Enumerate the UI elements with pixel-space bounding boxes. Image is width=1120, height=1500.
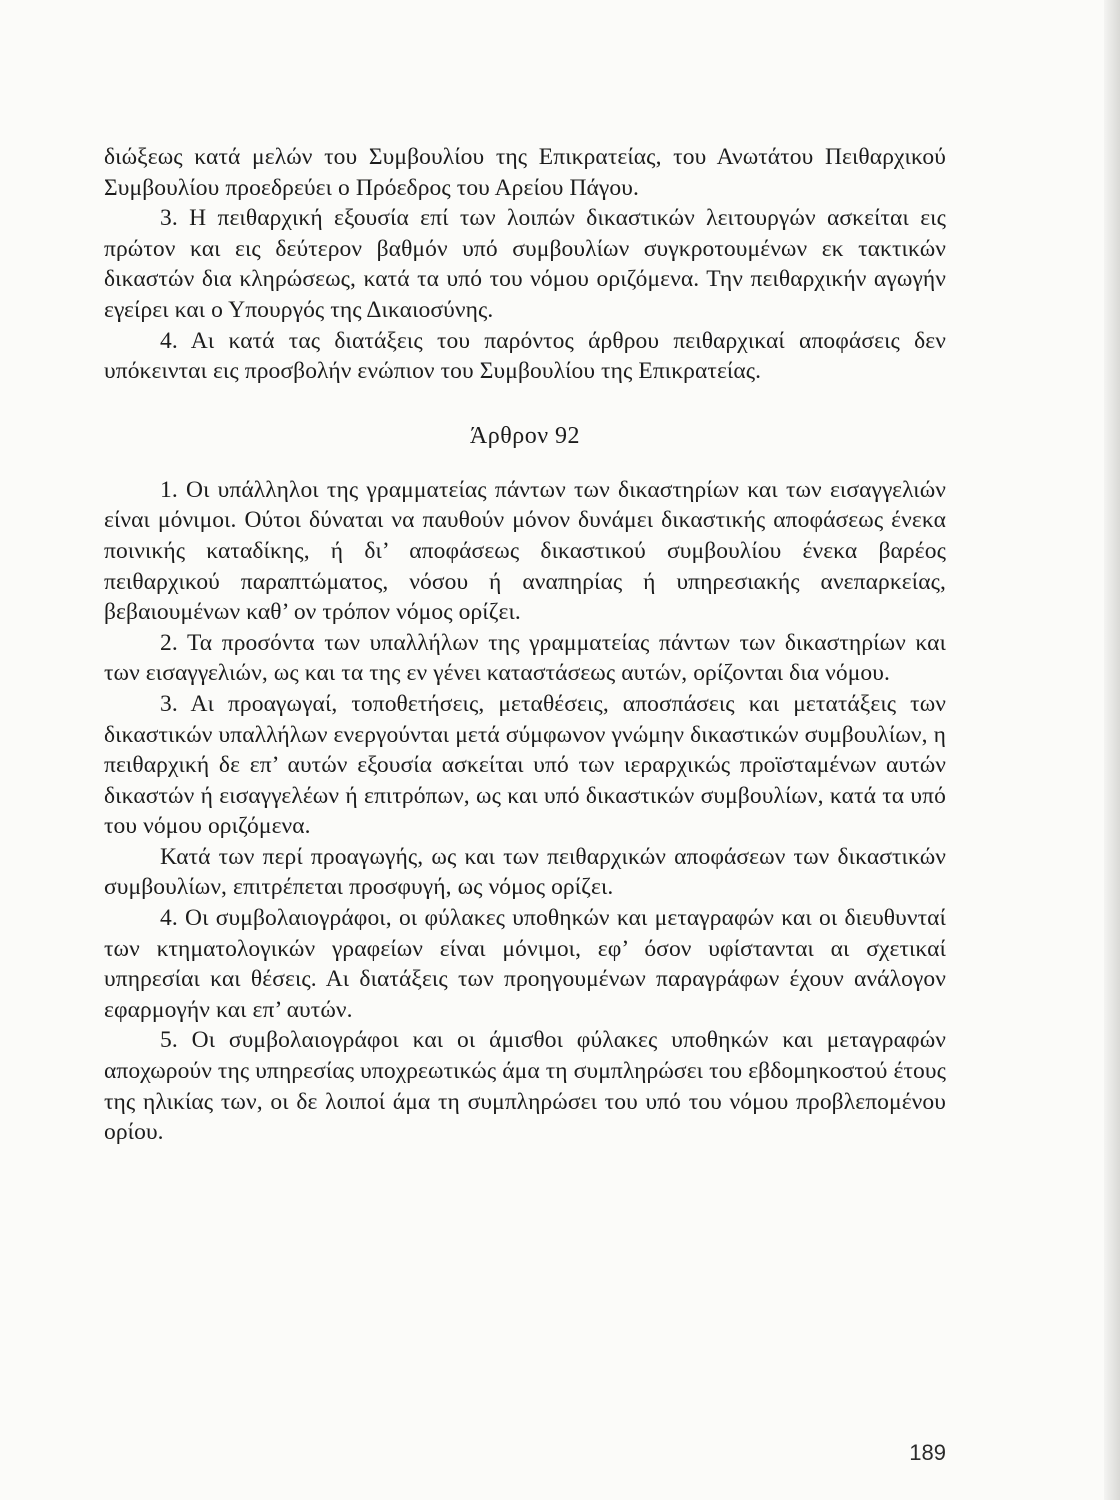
article-heading: Άρθρον 92 bbox=[469, 422, 581, 449]
paragraph-92-2: 2. Τα προσόντα των υπαλλήλων της γραμματείας πάντων των δικαστηρίων και των εισαγγελιών, ως και τα της εν γένει καταστάσεως αυτών, ορίζονται δια νόμου. bbox=[104, 629, 946, 687]
paragraph-91-3: 3. Η πειθαρχική εξουσία επί των λοιπών δικαστικών λειτουργών ασκείται εις πρώτον και εις δεύτερον βαθμόν υπό συμβουλίων συγκροτουμένων εκ τακτικών δικαστών δια κληρώσεως, κατά τα υπό του νόμου οριζόμενα. Την πειθαρχικήν αγωγήν εγείρει και ο Υπουργός της Δικαιοσύνης. bbox=[104, 205, 946, 323]
paragraph-91-4: 4. Αι κατά τας διατάξεις του παρόντος άρθρου πειθαρχικαί αποφάσεις δεν υπόκεινται εις προσβολήν ενώπιον του Συμβουλίου της Επικρατείας. bbox=[104, 327, 946, 385]
paragraph-92-3-appeal: Κατά των περί προαγωγής, ως και των πειθαρχικών αποφάσεων των δικαστικών συμβουλίων, επιτρέπεται προσφυγή, ως νόμος ορίζει. bbox=[104, 843, 946, 901]
paragraph-92-4: 4. Οι συμβολαιογράφοι, οι φύλακες υποθηκών και μεταγραφών και οι διευθυνταί των κτηματολογικών γραφείων είναι μόνιμοι, εφ’ όσον υφίστανται αι σχετικαί υπηρεσίαι και θέσεις. Αι διατάξεις των προηγουμένων παραγράφων έχουν ανάλογον εφαρμογήν και επ’ αυτών. bbox=[104, 905, 946, 1023]
paragraph-continuation: διώξεως κατά μελών του Συμβουλίου της Επικρατείας, του Ανωτάτου Πειθαρχικού Συμβουλίου προεδρεύει ο Πρόεδρος του Αρείου Πάγου. bbox=[104, 144, 946, 201]
page-number: 189 bbox=[909, 1440, 946, 1465]
paragraph-92-5: 5. Οι συμβολαιογράφοι και οι άμισθοι φύλακες υποθηκών και μεταγραφών αποχωρούν της υπηρεσίας υποχρεωτικώς άμα τη συμπληρώσει του εβδομηκοστού έτους της ηλικίας των, οι δε λοιποί άμα τη συμπληρώσει του υπό του νόμου προβλεπομένου ορίου. bbox=[104, 1027, 946, 1146]
paragraph-92-3: 3. Αι προαγωγαί, τοποθετήσεις, μεταθέσεις, αποσπάσεις και μετατάξεις των δικαστικών υπαλλήλων ενεργούνται μετά σύμφωνον γνώμην δικαστικών συμβουλίων, η πειθαρχική δε επ’ αυτών εξουσία ασκείται υπό των ιεραρχικώς προϊσταμένων αυτών δικαστών ή εισαγγελέων ή επιτρόπων, ως και υπό δικαστικών συμβουλίων, κατά τα υπό του νόμου οριζόμενα. bbox=[104, 690, 946, 840]
document-body bbox=[104, 142, 946, 1148]
page-edge-shadow bbox=[1104, 0, 1120, 1500]
paragraph-92-1: 1. Οι υπάλληλοι της γραμματείας πάντων των δικαστηρίων και των εισαγγελιών είναι μόνιμοι. Ούτοι δύναται να παυθούν μόνον δυνάμει δικαστικής αποφάσεως ένεκα ποινικής καταδίκης, ή δι’ αποφάσεως δικαστικού συμβουλίου ένεκα βαρέος πειθαρχικού παραπτώματος, νόσου ή αναπηρίας ή υπηρεσιακής ανεπαρκείας, βεβαιουμένων καθ’ ον τρόπον νόμος ορίζει. bbox=[104, 476, 946, 626]
